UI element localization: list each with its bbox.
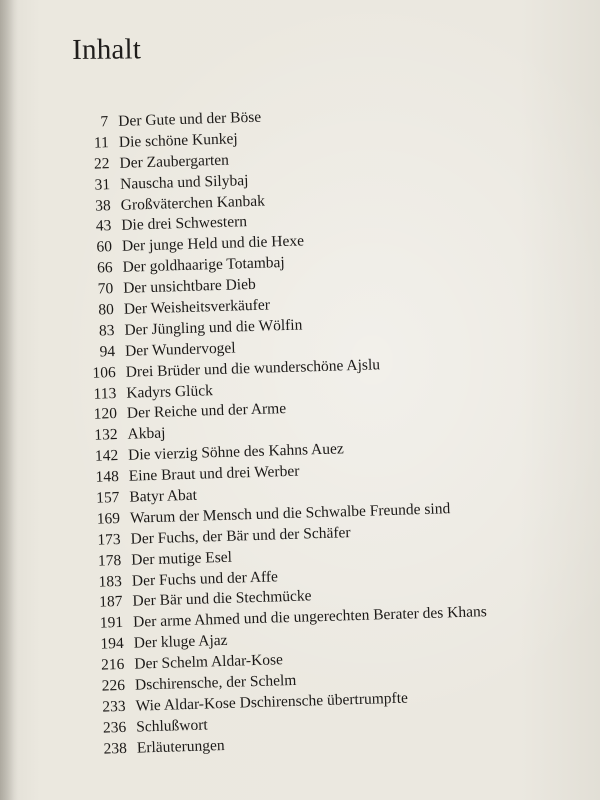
toc-page-number: 83 [98, 321, 115, 340]
toc-entry-title: Dschirensche, der Schelm [134, 671, 297, 694]
toc-entry-title: Akbaj [127, 424, 166, 444]
toc-entry-title: Der junge Held und die Hexe [121, 232, 305, 256]
toc-page-number: 94 [99, 342, 116, 361]
toc-entry-title: Der unsichtbare Dieb [122, 275, 256, 297]
toc-page-number: 236 [102, 718, 127, 737]
toc-page-number: 66 [96, 259, 113, 277]
toc-page-number: 183 [98, 572, 123, 591]
toc-page-number: 11 [93, 134, 110, 152]
toc-entry-title: Der Fuchs und der Affe [131, 567, 279, 590]
toc-page-number: 106 [92, 363, 116, 382]
toc-page-number: 173 [97, 530, 121, 549]
page-title: Inhalt [72, 33, 142, 66]
toc-page-number: 142 [94, 447, 119, 465]
toc-page-number: 132 [94, 426, 118, 445]
toc-entry-title: Der Gute und der Böse [118, 108, 262, 130]
toc-entry-title: Nauscha und Silybaj [119, 171, 249, 193]
toc-page-number: 233 [102, 697, 126, 716]
toc-page-number: 113 [93, 384, 117, 403]
toc-page-number: 80 [98, 301, 115, 319]
toc-entry-title: Wie Aldar-Kose Dschirensche übertrumpfte [135, 689, 409, 715]
toc-page-number: 169 [96, 509, 121, 528]
toc-entry-title: Die drei Schwestern [121, 213, 248, 235]
toc-entry-title: Die vierzig Söhne des Kahns Auez [127, 440, 344, 464]
toc-entry-title: Der Schelm Aldar-Kose [134, 651, 284, 673]
toc-entry-title: Der Fuchs, der Bär und der Schäfer [130, 523, 351, 548]
toc-entry-title: Batyr Abat [129, 486, 198, 506]
toc-page-number: 157 [95, 489, 120, 507]
toc-page-number: 120 [93, 405, 118, 424]
toc-entry-title: Eine Braut und drei Werber [128, 462, 300, 485]
toc-page-number: 178 [97, 551, 122, 570]
toc-entry-title: Warum der Mensch und die Schwalbe Freunde sind [129, 500, 451, 527]
toc-entry-title: Schlußwort [135, 716, 208, 736]
gutter-shadow [0, 0, 18, 800]
toc-entry-title: Der Bär und die Stechmücke [132, 587, 312, 611]
toc-page-number: 60 [96, 238, 113, 256]
toc-entry-title: Der Jüngling und die Wölfin [124, 316, 303, 339]
toc-page-number: 216 [100, 656, 125, 674]
table-of-contents [80, 101, 491, 760]
toc-entry-title: Der mutige Esel [131, 548, 233, 569]
toc-entry-title: Der Reiche und der Arme [126, 400, 287, 423]
toc-page-number: 43 [95, 217, 112, 236]
toc-page-number: 31 [94, 175, 111, 194]
toc-entry-title: Der goldhaarige Totambaj [122, 254, 285, 277]
toc-entry-title: Drei Brüder und die wunderschöne Ajslu [125, 355, 381, 381]
toc-page-number: 38 [95, 196, 112, 215]
toc-entry-title: Erläuterungen [136, 736, 225, 757]
toc-entry-title: Der kluge Ajaz [133, 632, 228, 652]
toc-page-number: 7 [100, 113, 109, 131]
toc-page-number: 70 [97, 280, 114, 298]
toc-page-number: 191 [99, 614, 124, 633]
toc-page-number: 148 [95, 468, 120, 486]
toc-page-number: 194 [100, 635, 125, 653]
toc-entry-title: Der arme Ahmed und die ungerechten Berater des Khans [132, 603, 488, 632]
toc-entry-title: Der Zaubergarten [119, 151, 230, 172]
toc-entry-title: Kadyrs Glück [126, 381, 214, 402]
toc-entry-title: Der Weisheitsverkäufer [123, 296, 271, 318]
toc-page-number: 238 [103, 739, 128, 758]
toc-page-number: 226 [101, 676, 126, 695]
toc-entry-title: Der Wundervogel [124, 339, 236, 360]
toc-entry-title: Großväterchen Kanbak [120, 192, 266, 214]
toc-entry-title: Die schöne Kunkej [118, 130, 238, 151]
toc-page-number: 22 [93, 154, 110, 173]
toc-page-number: 187 [99, 593, 123, 612]
